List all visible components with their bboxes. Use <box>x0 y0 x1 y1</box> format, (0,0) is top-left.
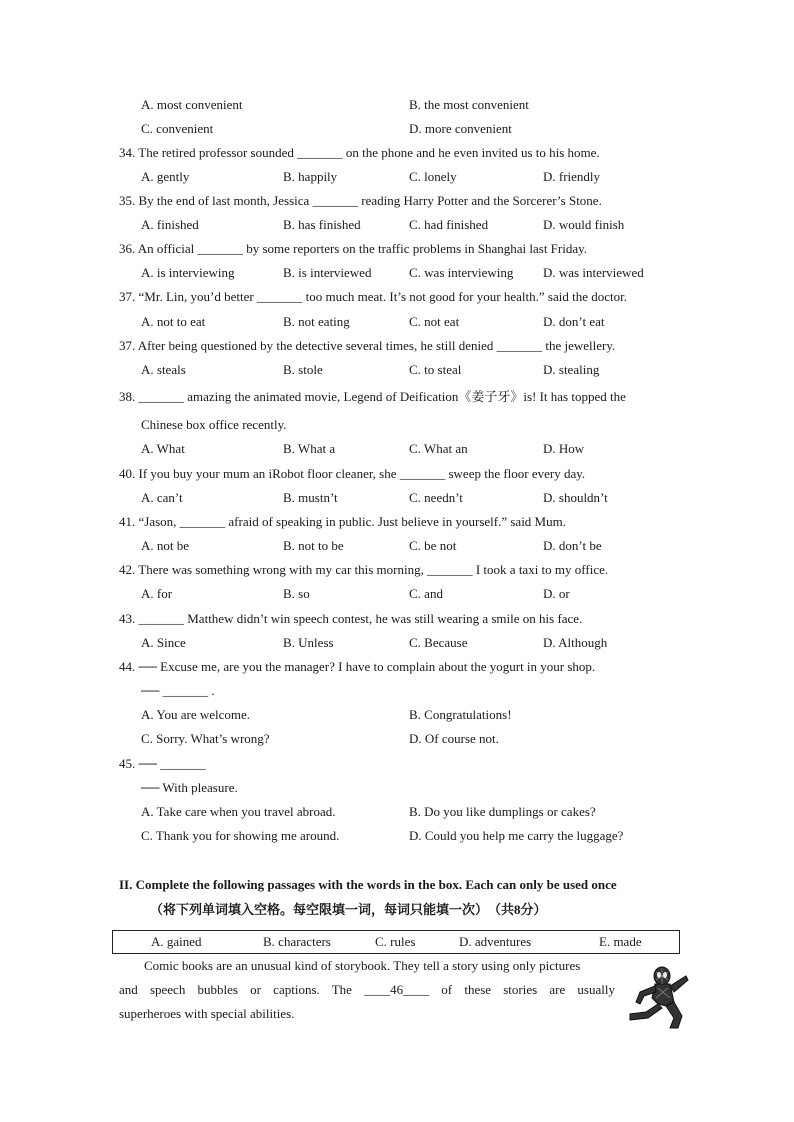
option: A. not to eat <box>141 314 206 329</box>
question-stem: 36. An official _______ by some reporters on the traffic problems in Shanghai last Friday. <box>119 241 588 256</box>
option: C. was interviewing <box>409 265 514 280</box>
option: D. friendly <box>543 169 601 184</box>
option: C. needn’t <box>409 490 463 505</box>
question-stem: 44. ── Excuse me, are you the manager? I have to complain about the yogurt in your shop. <box>119 659 596 674</box>
option: B. not to be <box>283 538 344 553</box>
question-stem: 35. By the end of last month, Jessica _______ reading Harry Potter and the Sorcerer’s Stone. <box>119 193 602 208</box>
option: A. for <box>141 586 173 601</box>
question-stem-continued: Chinese box office recently. <box>141 417 287 432</box>
option: B. mustn’t <box>283 490 338 505</box>
word-box-item: B. characters <box>263 934 331 949</box>
option: A. Since <box>141 635 186 650</box>
option: D. don’t be <box>543 538 602 553</box>
option: C. had finished <box>409 217 489 232</box>
dialogue-reply: ── _______ . <box>141 683 215 698</box>
option: B. stole <box>283 362 323 377</box>
question-stem: 37. After being questioned by the detective several times, he still denied _______ the jewellery. <box>119 338 616 353</box>
option: B. is interviewed <box>283 265 372 280</box>
option: B. has finished <box>283 217 361 232</box>
option: D. How <box>543 441 585 456</box>
q33-option-c: C. convenient <box>141 121 214 136</box>
option: C. What an <box>409 441 468 456</box>
option: D. was interviewed <box>543 265 644 280</box>
question-stem: 40. If you buy your mum an iRobot floor cleaner, she _______ sweep the floor every day. <box>119 466 586 481</box>
q33-option-b: B. the most convenient <box>409 97 529 112</box>
question-stem: 43. _______ Matthew didn’t win speech contest, he was still wearing a smile on his face. <box>119 611 583 626</box>
option: C. lonely <box>409 169 457 184</box>
question-stem: 45. ── _______ <box>119 756 206 771</box>
question-stem: 37. “Mr. Lin, you’d better _______ too much meat. It’s not good for your health.” said the doctor. <box>119 289 627 304</box>
option: C. Sorry. What’s wrong? <box>141 731 270 746</box>
option: C. Because <box>409 635 468 650</box>
option: A. Take care when you travel abroad. <box>141 804 336 819</box>
passage-line: and speech bubbles or captions. The ____46____ of these stories are usually <box>119 982 615 997</box>
option: C. not eat <box>409 314 460 329</box>
option: D. Of course not. <box>409 731 499 746</box>
option: D. Although <box>543 635 608 650</box>
section-title: II. Complete the following passages with the words in the box. Each can only be used once <box>119 877 617 892</box>
section-subtitle: （将下列单词填入空格。每空限填一词，每词只能填一次） （共8分） <box>150 902 547 917</box>
word-box-item: D. adventures <box>459 934 532 949</box>
option: D. shouldn’t <box>543 490 608 505</box>
option: A. What <box>141 441 185 456</box>
option: A. steals <box>141 362 186 377</box>
option: D. or <box>543 586 570 601</box>
option: B. Congratulations! <box>409 707 512 722</box>
option: A. finished <box>141 217 199 232</box>
option: B. happily <box>283 169 338 184</box>
option: A. not be <box>141 538 190 553</box>
option: D. stealing <box>543 362 600 377</box>
question-stem: 42. There was something wrong with my car this morning, _______ I took a taxi to my office. <box>119 562 609 577</box>
option: C. be not <box>409 538 457 553</box>
option: B. What a <box>283 441 336 456</box>
option: A. gently <box>141 169 190 184</box>
option: D. would finish <box>543 217 625 232</box>
option: C. and <box>409 586 443 601</box>
option: A. is interviewing <box>141 265 235 280</box>
question-stem: 38. _______ amazing the animated movie, Legend of Deification《姜子牙》is! It has topped the <box>119 389 626 404</box>
word-box-item: C. rules <box>375 934 416 949</box>
option: B. so <box>283 586 310 601</box>
word-box-item: E. made <box>599 934 642 949</box>
option: C. to steal <box>409 362 462 377</box>
option: D. don’t eat <box>543 314 605 329</box>
q33-option-d: D. more convenient <box>409 121 512 136</box>
option: D. Could you help me carry the luggage? <box>409 828 624 843</box>
option: B. Unless <box>283 635 334 650</box>
passage-line: superheroes with special abilities. <box>119 1006 295 1021</box>
option: A. You are welcome. <box>141 707 251 722</box>
option: A. can’t <box>141 490 183 505</box>
dialogue-reply: ── With pleasure. <box>141 780 238 795</box>
option: B. not eating <box>283 314 350 329</box>
q33-option-a: A. most convenient <box>141 97 243 112</box>
option: B. Do you like dumplings or cakes? <box>409 804 596 819</box>
superhero-illustration-icon <box>622 962 692 1032</box>
word-box <box>112 930 680 954</box>
passage-line: Comic books are an unusual kind of storybook. They tell a story using only pictures <box>144 958 581 973</box>
word-box-item: A. gained <box>151 934 202 949</box>
option: C. Thank you for showing me around. <box>141 828 340 843</box>
question-stem: 34. The retired professor sounded _______ on the phone and he even invited us to his home. <box>119 145 600 160</box>
question-stem: 41. “Jason, _______ afraid of speaking in public. Just believe in yourself.” said Mum. <box>119 514 566 529</box>
